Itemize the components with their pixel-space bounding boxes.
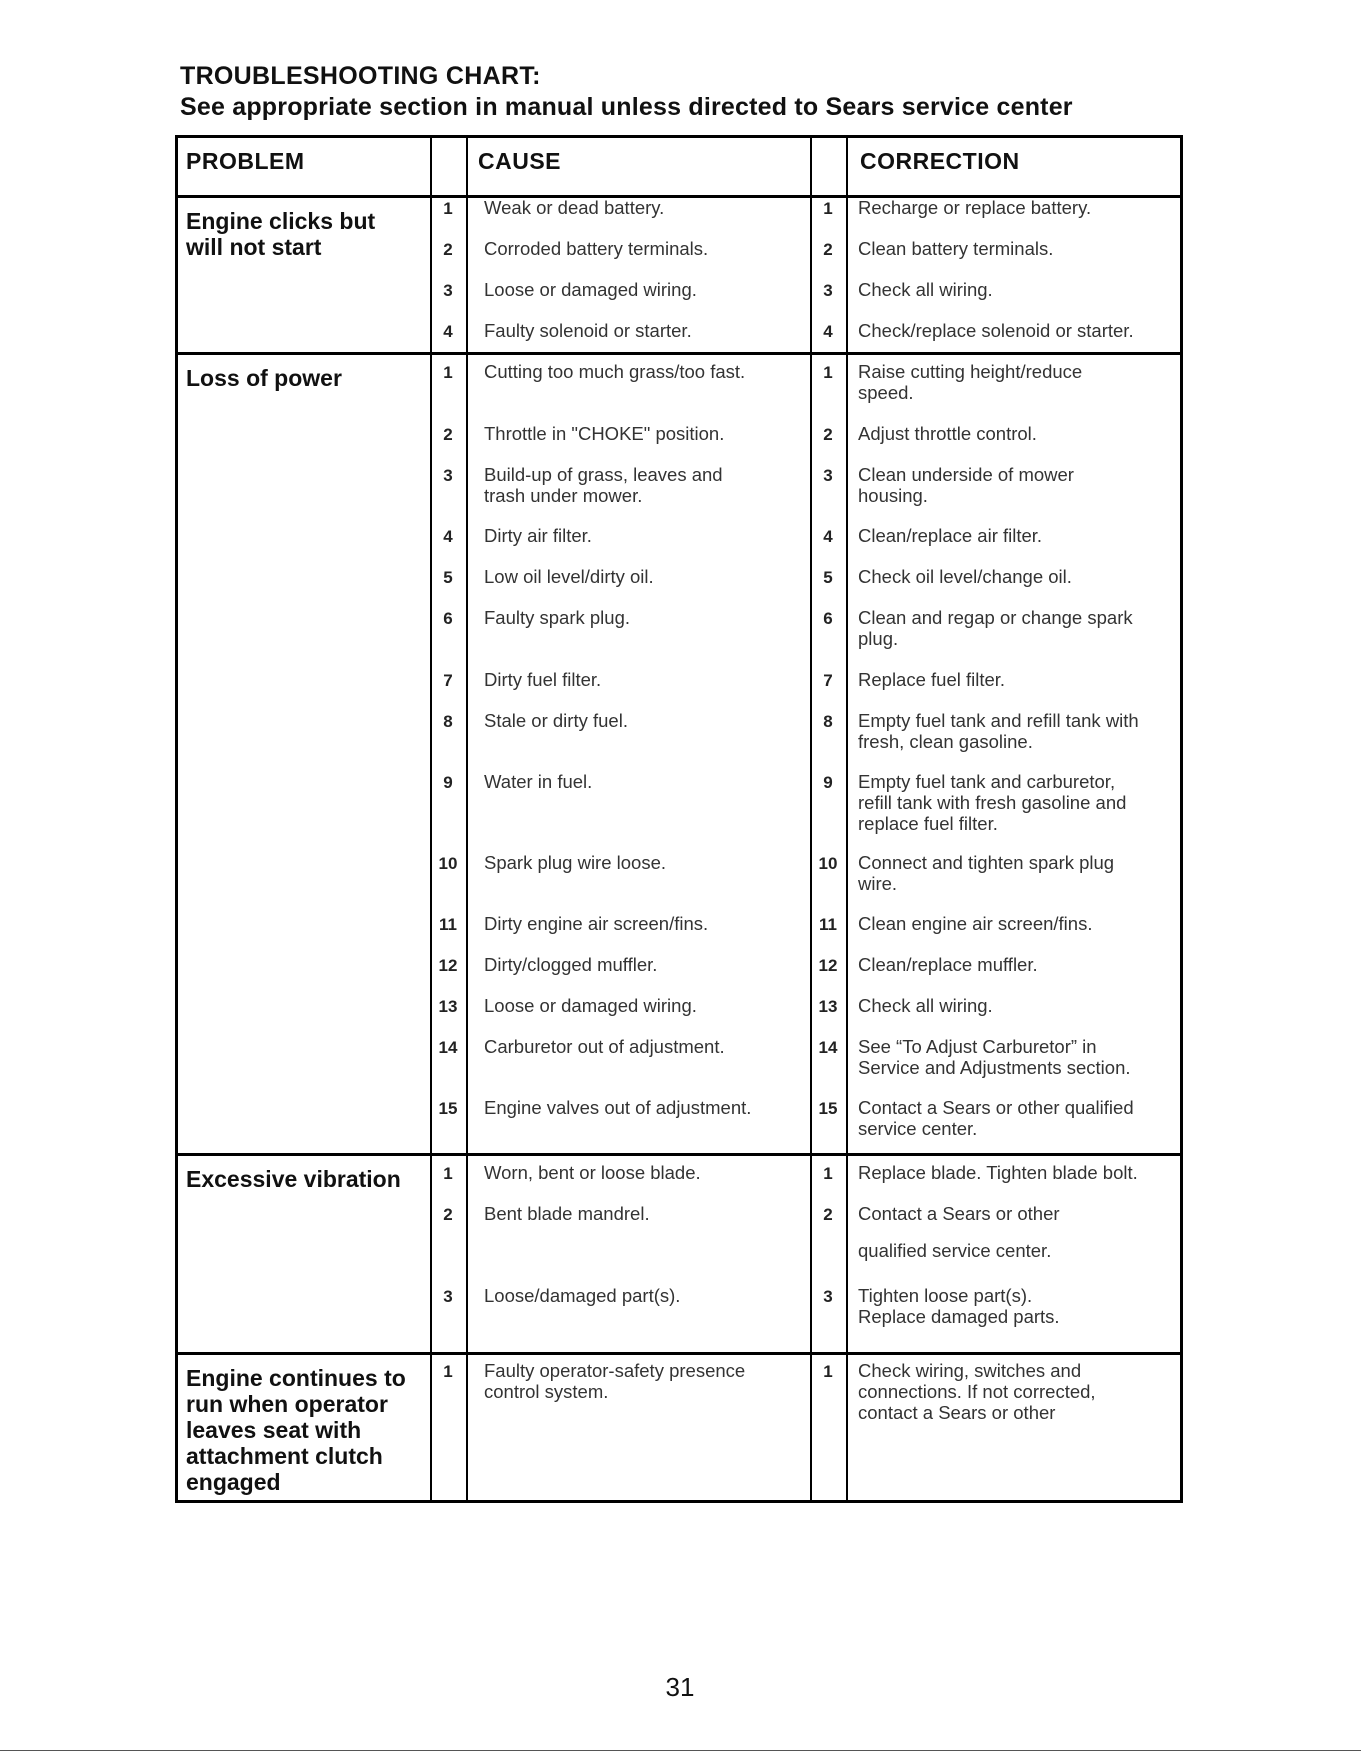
cause-text: Dirty engine air screen/fins.: [484, 913, 709, 934]
correction-text: speed.: [858, 382, 914, 403]
correction-text: Replace fuel filter.: [858, 669, 1006, 690]
correction-text: qualified service center.: [858, 1240, 1052, 1261]
correction-number: 14: [818, 1038, 838, 1057]
header-cause: CAUSE: [478, 148, 562, 174]
cause-number: 4: [443, 322, 453, 341]
problem-label: [186, 1365, 434, 1495]
correction-text: Check/replace solenoid or starter.: [858, 320, 1134, 341]
cause-number: 1: [443, 363, 453, 382]
cause-number: 3: [443, 281, 453, 300]
correction-number: 12: [818, 956, 838, 975]
cause-text: Low oil level/dirty oil.: [484, 566, 654, 587]
correction-text: Adjust throttle control.: [858, 423, 1037, 444]
correction-text: service center.: [858, 1118, 978, 1139]
correction-text: plug.: [858, 628, 899, 649]
cause-text: Faulty solenoid or starter.: [484, 320, 692, 341]
correction-number: 11: [819, 915, 837, 934]
cause-text: Weak or dead battery.: [484, 197, 665, 218]
correction-number: 2: [823, 1205, 833, 1224]
correction-text: refill tank with fresh gasoline and: [858, 792, 1127, 813]
cause-text: Worn, bent or loose blade.: [484, 1162, 701, 1183]
page-number: 31: [665, 1672, 695, 1702]
correction-text: See “To Adjust Carburetor” in: [858, 1036, 1097, 1057]
correction-text: Check oil level/change oil.: [858, 566, 1072, 587]
cause-text: Faulty operator-safety presence: [484, 1360, 746, 1381]
cause-number: 14: [438, 1038, 458, 1057]
footer-rule: [0, 1750, 1361, 1751]
cause-number: 10: [438, 854, 458, 873]
header-problem: PROBLEM: [186, 148, 305, 174]
correction-text: Clean/replace air filter.: [858, 525, 1043, 546]
correction-text: Empty fuel tank and refill tank with: [858, 710, 1139, 731]
correction-text: Contact a Sears or other: [858, 1203, 1060, 1224]
correction-text: connections. If not corrected,: [858, 1381, 1096, 1402]
correction-text: Clean and regap or change spark: [858, 607, 1133, 628]
correction-text: fresh, clean gasoline.: [858, 731, 1033, 752]
troubleshooting-table: [175, 135, 1183, 1503]
correction-text: Clean battery terminals.: [858, 238, 1054, 259]
cause-text: Bent blade mandrel.: [484, 1203, 650, 1224]
correction-text: Clean engine air screen/fins.: [858, 913, 1093, 934]
cause-number: 2: [443, 240, 453, 259]
correction-number: 4: [823, 322, 833, 341]
problem-label-line: Engine clicks but: [186, 208, 376, 234]
correction-text: Check all wiring.: [858, 279, 993, 300]
correction-text: housing.: [858, 485, 928, 506]
cause-text: Carburetor out of adjustment.: [484, 1036, 725, 1057]
correction-text: Check wiring, switches and: [858, 1360, 1082, 1381]
cause-text: trash under mower.: [484, 485, 643, 506]
correction-text: Service and Adjustments section.: [858, 1057, 1131, 1078]
correction-text: Connect and tighten spark plug: [858, 852, 1115, 873]
cause-number: 1: [443, 1164, 453, 1183]
header-correction: CORRECTION: [860, 148, 1020, 174]
cause-number: 2: [443, 425, 453, 444]
cause-text: Dirty air filter.: [484, 525, 592, 546]
correction-text: Tighten loose part(s).: [858, 1285, 1033, 1306]
correction-number: 8: [823, 712, 833, 731]
correction-text: replace fuel filter.: [858, 813, 998, 834]
cause-number: 11: [439, 915, 457, 934]
correction-number: 2: [823, 425, 833, 444]
correction-text: wire.: [858, 873, 898, 894]
correction-text: Recharge or replace battery.: [858, 197, 1092, 218]
correction-number: 15: [818, 1099, 838, 1118]
column-divider: [466, 138, 468, 1500]
cause-text: Dirty fuel filter.: [484, 669, 602, 690]
cause-text: Spark plug wire loose.: [484, 852, 667, 873]
correction-number: 1: [823, 363, 833, 382]
correction-text: Clean/replace muffler.: [858, 954, 1038, 975]
cause-text: control system.: [484, 1381, 609, 1402]
problem-label-line: leaves seat with: [186, 1417, 362, 1443]
cause-text: Loose/damaged part(s).: [484, 1285, 681, 1306]
correction-text: Check all wiring.: [858, 995, 993, 1016]
problem-label: [186, 1166, 434, 1192]
cause-number: 15: [438, 1099, 458, 1118]
correction-text: Raise cutting height/reduce: [858, 361, 1083, 382]
cause-number: 9: [443, 773, 453, 792]
cause-number: 12: [438, 956, 458, 975]
cause-number: 3: [443, 466, 453, 485]
problem-label-line: run when operator: [186, 1391, 388, 1417]
cause-text: Loose or damaged wiring.: [484, 995, 697, 1016]
cause-number: 5: [443, 568, 453, 587]
cause-number: 3: [443, 1287, 453, 1306]
problem-label: [186, 365, 434, 391]
problem-label-line: Excessive vibration: [186, 1166, 401, 1192]
chart-subtitle: See appropriate section in manual unless directed to Sears service center: [180, 93, 1073, 121]
cause-text: Cutting too much grass/too fast.: [484, 361, 746, 382]
correction-number: 6: [823, 609, 833, 628]
correction-text: Contact a Sears or other qualified: [858, 1097, 1134, 1118]
problem-label-line: Engine continues to: [186, 1365, 406, 1391]
cause-number: 8: [443, 712, 453, 731]
correction-number: 7: [823, 671, 833, 690]
correction-text: Replace damaged parts.: [858, 1306, 1060, 1327]
cause-text: Stale or dirty fuel.: [484, 710, 628, 731]
cause-number: 4: [443, 527, 453, 546]
section-divider: [178, 1352, 1180, 1355]
cause-number: 6: [443, 609, 453, 628]
correction-text: Clean underside of mower: [858, 464, 1074, 485]
correction-number: 13: [818, 997, 838, 1016]
cause-text: Faulty spark plug.: [484, 607, 631, 628]
column-divider: [846, 138, 848, 1500]
cause-text: Throttle in "CHOKE" position.: [484, 423, 725, 444]
problem-label-line: engaged: [186, 1469, 281, 1495]
cause-number: 2: [443, 1205, 453, 1224]
correction-text: Replace blade. Tighten blade bolt.: [858, 1162, 1138, 1183]
cause-text: Water in fuel.: [484, 771, 593, 792]
problem-label-line: will not start: [186, 234, 322, 260]
correction-text: Empty fuel tank and carburetor,: [858, 771, 1116, 792]
problem-label: [186, 208, 434, 260]
correction-text: contact a Sears or other: [858, 1402, 1056, 1423]
cause-text: Dirty/clogged muffler.: [484, 954, 658, 975]
cause-number: 7: [443, 671, 453, 690]
cause-number: 13: [438, 997, 458, 1016]
correction-number: 4: [823, 527, 833, 546]
section-divider: [178, 352, 1180, 355]
cause-text: Loose or damaged wiring.: [484, 279, 697, 300]
problem-label-line: attachment clutch: [186, 1443, 383, 1469]
correction-number: 3: [823, 1287, 833, 1306]
cause-text: Engine valves out of adjustment.: [484, 1097, 752, 1118]
cause-text: Build-up of grass, leaves and: [484, 464, 723, 485]
correction-number: 5: [823, 568, 833, 587]
correction-number: 10: [818, 854, 838, 873]
cause-text: Corroded battery terminals.: [484, 238, 709, 259]
correction-number: 3: [823, 466, 833, 485]
cause-number: 1: [443, 1362, 453, 1381]
correction-number: 1: [823, 199, 833, 218]
correction-number: 9: [823, 773, 833, 792]
correction-number: 1: [823, 1164, 833, 1183]
cause-number: 1: [443, 199, 453, 218]
chart-title: TROUBLESHOOTING CHART:: [180, 62, 541, 90]
problem-label-line: Loss of power: [186, 365, 342, 391]
section-divider: [178, 1153, 1180, 1156]
correction-number: 1: [823, 1362, 833, 1381]
correction-number: 3: [823, 281, 833, 300]
correction-number: 2: [823, 240, 833, 259]
